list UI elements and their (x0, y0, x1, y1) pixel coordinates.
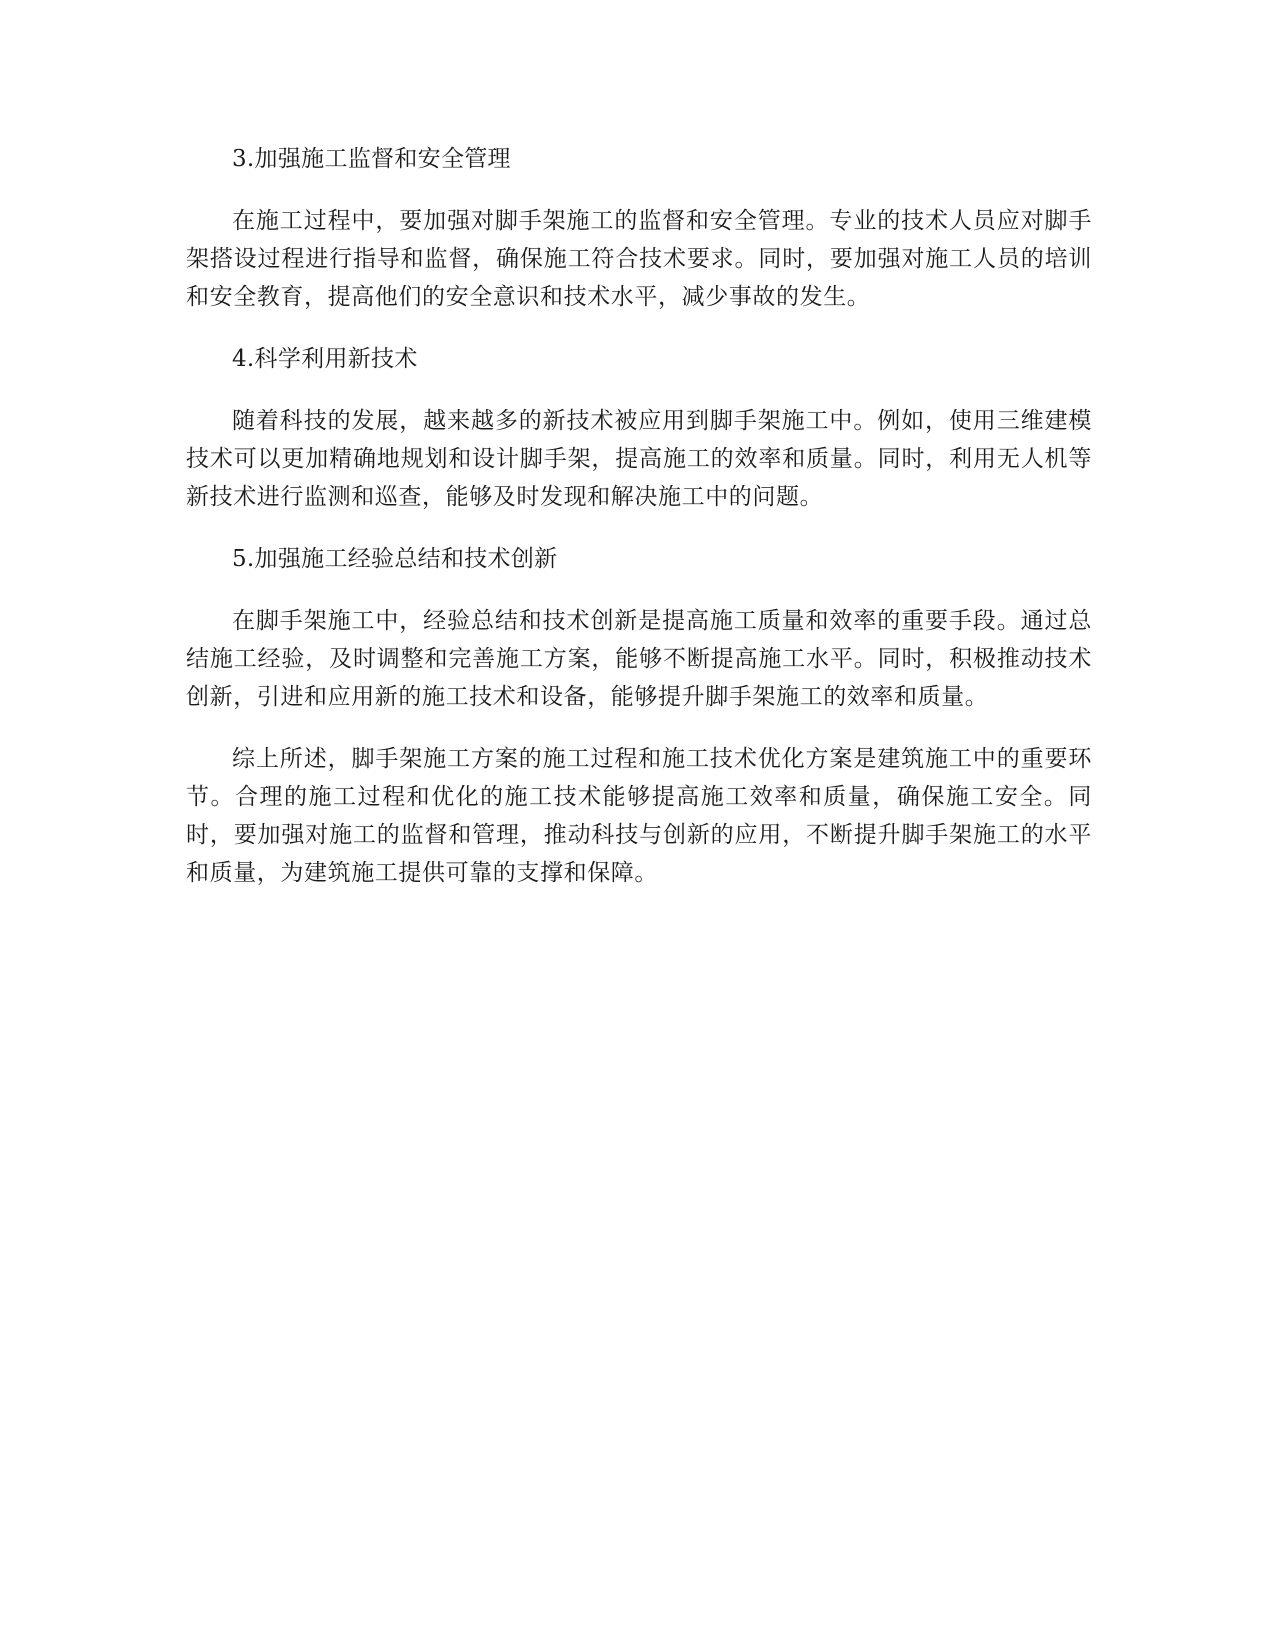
section-paragraph-4: 随着科技的发展，越来越多的新技术被应用到脚手架施工中。例如，使用三维建模技术可以更加精确地规划和设计脚手架，提高施工的效率和质量。同时，利用无人机等新技术进行监测和巡查，能够及时发现和解决施工中的问题。 (186, 408, 1092, 510)
section-paragraph-5: 在脚手架施工中，经验总结和技术创新是提高施工质量和效率的重要手段。通过总结施工经验，及时调整和完善施工方案，能够不断提高施工水平。同时，积极推动技术创新，引进和应用新的施工技术和设备，能够提升脚手架施工的效率和质量。 (186, 608, 1092, 710)
section-heading-4: 4.科学利用新技术 (232, 346, 418, 372)
conclusion-paragraph: 综上所述，脚手架施工方案的施工过程和施工技术优化方案是建筑施工中的重要环节。合理的施工过程和优化的施工技术能够提高施工效率和质量，确保施工安全。同时，要加强对施工的监督和管理，推动科技与创新的应用，不断提升脚手架施工的水平和质量，为建筑施工提供可靠的支撑和保障。 (186, 746, 1092, 886)
document-body (186, 140, 1092, 916)
section-heading-3: 3.加强施工监督和安全管理 (232, 146, 511, 172)
section-heading-5: 5.加强施工经验总结和技术创新 (232, 546, 558, 572)
section-paragraph-3: 在施工过程中，要加强对脚手架施工的监督和安全管理。专业的技术人员应对脚手架搭设过程进行指导和监督，确保施工符合技术要求。同时，要加强对施工人员的培训和安全教育，提高他们的安全意识和技术水平，减少事故的发生。 (186, 208, 1092, 310)
